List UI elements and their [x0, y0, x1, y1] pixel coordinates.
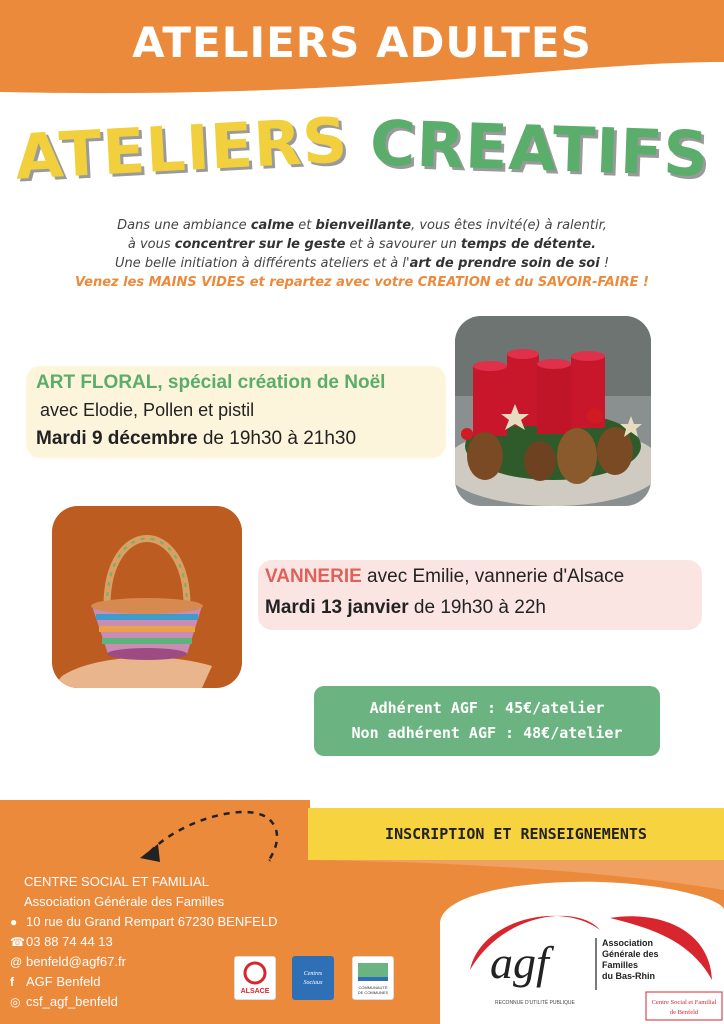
- phone-text: 03 88 74 44 13: [26, 934, 113, 949]
- alsace-logo: [234, 956, 276, 1000]
- facebook-text: AGF Benfeld: [26, 974, 101, 989]
- price-member: Adhérent AGF : 45€/atelier: [369, 699, 605, 717]
- centres-sociaux-logo: [292, 956, 334, 1000]
- svg-text:Familles: Familles: [602, 960, 639, 970]
- vannerie-datetime: Mardi 13 janvier de 19h30 à 22h: [265, 597, 546, 618]
- basket-photo: [52, 506, 242, 688]
- intro-text: [0, 216, 724, 292]
- location-pin-icon: ●: [10, 915, 18, 929]
- svg-text:Association: Association: [602, 938, 654, 948]
- headline-word-creatifs: CREATIFS: [368, 106, 711, 191]
- org-name: CENTRE SOCIAL ET FAMILIAL: [24, 874, 209, 889]
- svg-text:RECONNUE D'UTILITÉ PUBLIQUE: RECONNUE D'UTILITÉ PUBLIQUE: [495, 1000, 575, 1006]
- agf-logo: [450, 900, 724, 1024]
- intro-line-3: Une belle initiation à différents ateliers et à l'art de prendre soin de soi !: [114, 256, 610, 271]
- floral-host: avec Elodie, Pollen et pistil: [40, 400, 255, 420]
- address-text: 10 rue du Grand Rempart 67230 BENFELD: [26, 914, 278, 929]
- intro-line-4-highlight: Venez les MAINS VIDES et repartez avec votre CREATION et du SAVOIR-FAIRE !: [75, 275, 649, 290]
- headline-word-ateliers: ATELIERS: [13, 103, 350, 194]
- email-text: benfeld@agf67.fr: [26, 954, 126, 969]
- advent-wreath-photo: [455, 316, 651, 506]
- main-headline: [0, 103, 724, 194]
- svg-text:du Bas-Rhin: du Bas-Rhin: [602, 971, 655, 981]
- price-non-member: Non adhérent AGF : 48€/atelier: [351, 724, 623, 742]
- svg-text:Générale des: Générale des: [602, 949, 659, 959]
- svg-text:DE COMMUNES: DE COMMUNES: [357, 990, 389, 995]
- svg-text:Sociaux: Sociaux: [303, 980, 323, 986]
- org-subtitle: Association Générale des Familles: [24, 894, 225, 909]
- floral-datetime: Mardi 9 décembre de 19h30 à 21h30: [36, 428, 357, 449]
- instagram-text: csf_agf_benfeld: [26, 994, 118, 1009]
- email-icon: @: [10, 955, 23, 969]
- communaute-communes-logo: [352, 956, 394, 1000]
- svg-text:COMMUNAUTÉ: COMMUNAUTÉ: [358, 985, 388, 990]
- page-header-title: ATELIERS ADULTES: [132, 18, 592, 67]
- floral-title: ART FLORAL, spécial création de Noël: [36, 372, 386, 393]
- agf-wordmark: agf: [490, 937, 549, 988]
- phone-icon: ☎: [10, 935, 25, 949]
- inscription-banner: INSCRIPTION ET RENSEIGNEMENTS: [308, 808, 724, 860]
- svg-text:Centre Social et Familial: Centre Social et Familial: [651, 999, 717, 1006]
- facebook-icon: f: [10, 975, 14, 989]
- svg-text:Centres: Centres: [303, 971, 323, 977]
- price-box: [314, 686, 660, 756]
- intro-line-1: Dans une ambiance calme et bienveillante, vous êtes invité(e) à ralentir,: [117, 218, 607, 233]
- intro-line-2: à vous concentrer sur le geste et à savourer un temps de détente.: [127, 237, 597, 252]
- vannerie-title: VANNERIE avec Emilie, vannerie d'Alsace: [265, 566, 625, 587]
- instagram-icon: ◎: [10, 995, 21, 1009]
- alsace-logo-text: ALSACE: [240, 988, 270, 995]
- svg-text:de Benfeld: de Benfeld: [669, 1009, 699, 1016]
